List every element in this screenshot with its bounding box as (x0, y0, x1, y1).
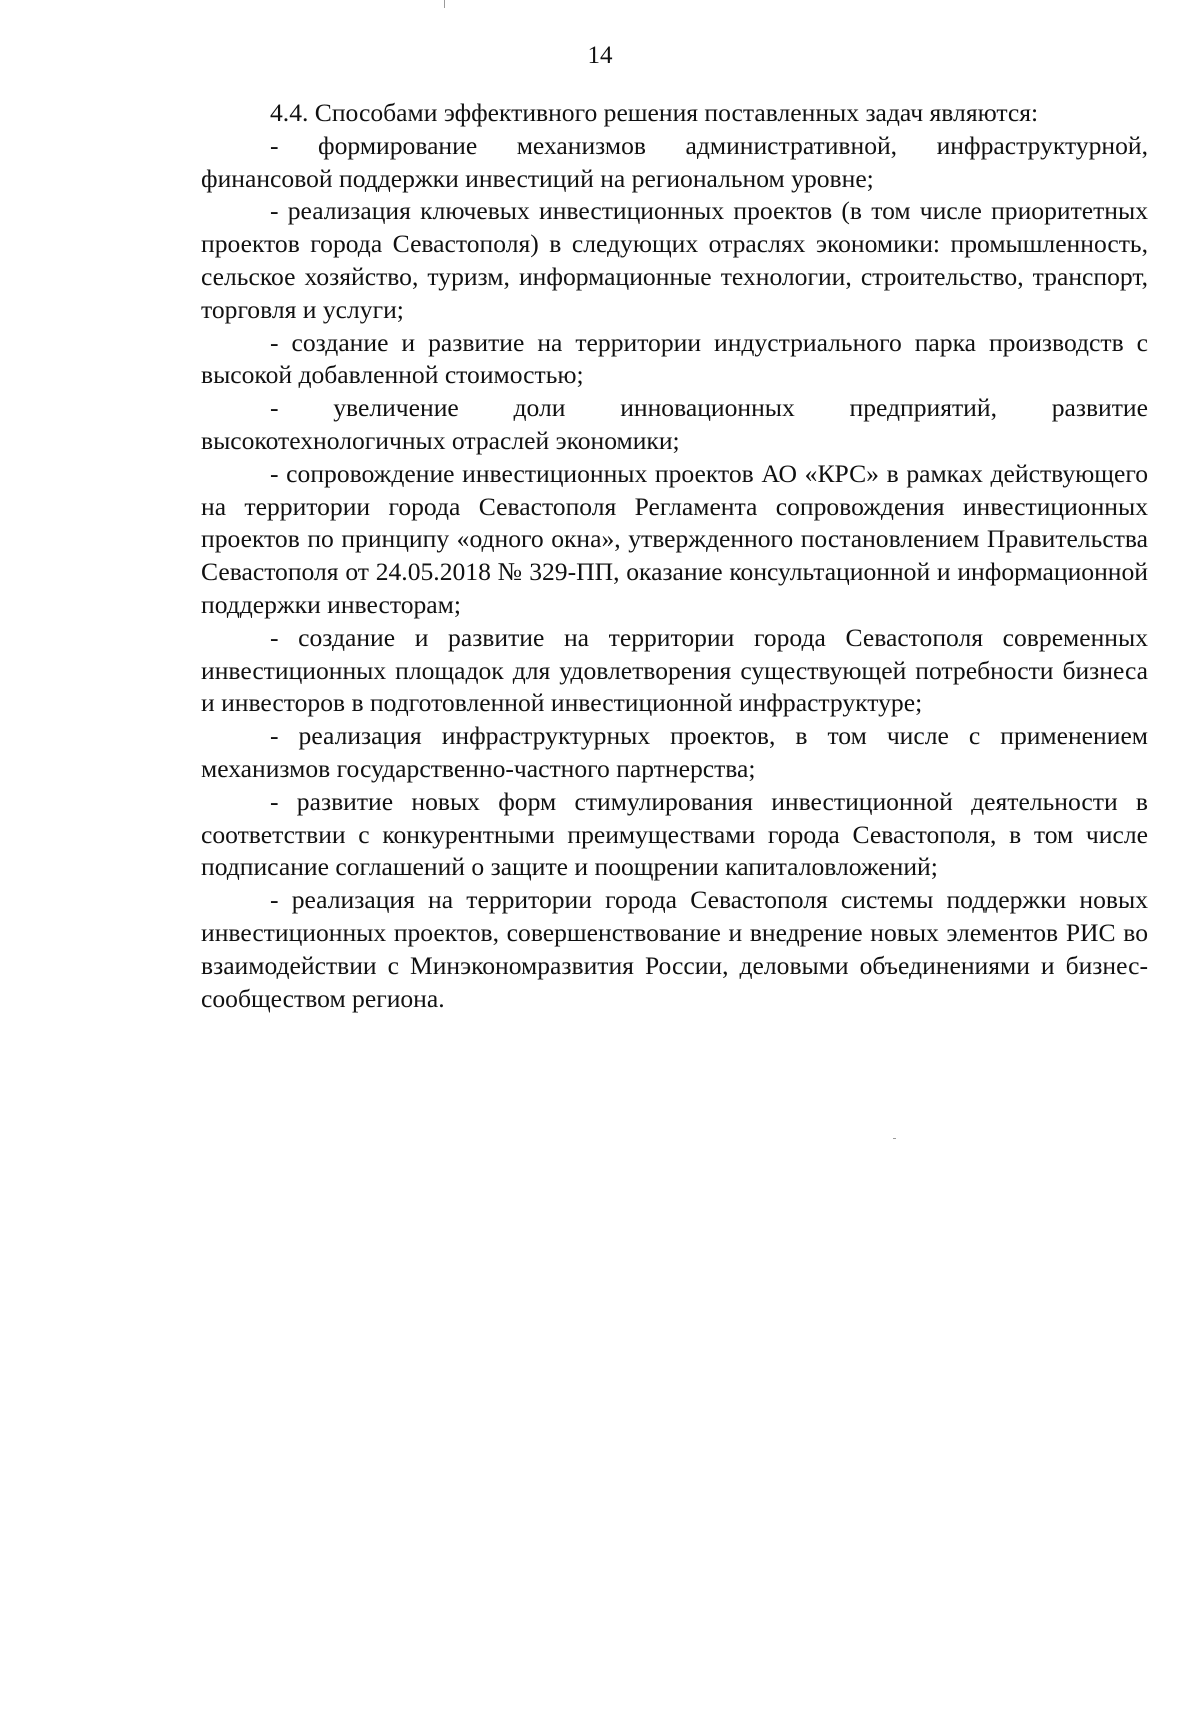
list-item: - реализация на территории города Севастополя системы поддержки новых инвестиционных проектов, совершенствование и внедрение новых элементов РИС во взаимодействии с Минэкономразвития России, деловыми объединениями и бизнес-сообществом региона. (201, 885, 1148, 1013)
page-number: 14 (587, 42, 613, 69)
list-item: - развитие новых форм стимулирования инвестиционной деятельности в соответствии с конкурентными преимуществами города Севастополя, в том числе подписание соглашений о защите и поощрении капиталовложений; (201, 786, 1148, 882)
list-item: - создание и развитие на территории города Севастополя современных инвестиционных площадок для удовлетворения существующей потребности бизнеса и инвесторов в подготовленной инвестиционной инфраструктуре; (201, 622, 1148, 718)
list-item: - реализация ключевых инвестиционных проектов (в том числе приоритетных проектов города Севастополя) в следующих отраслях экономики: промышленность, сельское хозяйство, туризм, информационные технологии, строительство, транспорт, торговля и услуги; (201, 196, 1148, 324)
list-item: - создание и развитие на территории индустриального парка производств с высокой добавленной стоимостью; (201, 327, 1148, 390)
list-item: - увеличение доли инновационных предприятий, развитие высокотехнологичных отраслей экономики; (201, 393, 1148, 455)
list-item: - формирование механизмов административной, инфраструктурной, финансовой поддержки инвестиций на региональном уровне; (201, 130, 1148, 193)
scan-artifact-right (893, 1138, 896, 1139)
list-item: - реализация инфраструктурных проектов, в том числе с применением механизмов государственно-частного партнерства; (201, 721, 1148, 783)
document-body (201, 97, 1148, 1015)
list-item: - сопровождение инвестиционных проектов АО «КРС» в рамках действующего на территории города Севастополя Регламента сопровождения инвестиционных проектов по принципу «одного окна», утвержденного постановлением Правительства Севастополя от 24.05.2018 № 329-ПП, оказание консультационной и информационной поддержки инвесторам; (201, 458, 1148, 619)
section-heading: 4.4. Способами эффективного решения поставленных задач являются: (270, 98, 1039, 127)
scan-artifact-top (444, 0, 445, 8)
